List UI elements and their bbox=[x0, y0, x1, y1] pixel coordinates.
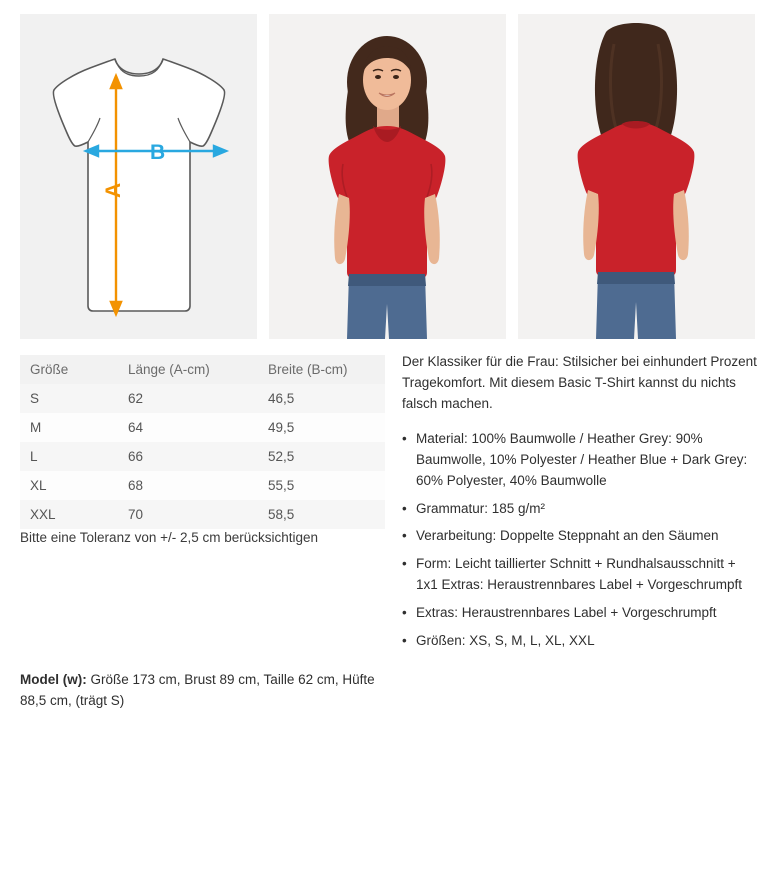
cell-length: 70 bbox=[118, 500, 258, 529]
model-info bbox=[20, 670, 380, 712]
model-info-text: Größe 173 cm, Brust 89 cm, Taille 62 cm, Hüfte 88,5 cm, (trägt S) bbox=[20, 672, 375, 708]
cell-width: 58,5 bbox=[258, 500, 385, 529]
table-row bbox=[20, 500, 385, 529]
cell-size: S bbox=[20, 384, 118, 413]
description-bullet-list bbox=[402, 429, 757, 652]
cell-width: 55,5 bbox=[258, 471, 385, 500]
cell-size: L bbox=[20, 442, 118, 471]
cell-size: XXL bbox=[20, 500, 118, 529]
cell-size: M bbox=[20, 413, 118, 442]
description-intro: Der Klassiker für die Frau: Stilsicher bei einhundert Prozent Tragekomfort. Mit diesem Basic T-Shirt kannst du nichts falsch machen. bbox=[402, 354, 757, 411]
table-row bbox=[20, 413, 385, 442]
size-table-head bbox=[20, 355, 385, 384]
table-row bbox=[20, 471, 385, 500]
model-back-photo[interactable] bbox=[518, 14, 755, 339]
table-row bbox=[20, 442, 385, 471]
cell-length: 62 bbox=[118, 384, 258, 413]
cell-width: 46,5 bbox=[258, 384, 385, 413]
product-description bbox=[402, 352, 757, 659]
list-item: • Material: 100% Baumwolle / Heather Grey: 90% Baumwolle, 10% Polyester / Heather Blue + Dark Grey: 60% Polyester, 40% Baumwolle bbox=[402, 429, 757, 492]
size-diagram-image[interactable] bbox=[20, 14, 257, 339]
table-header-row bbox=[20, 355, 385, 384]
cell-length: 64 bbox=[118, 413, 258, 442]
table-header-length: Länge (A-cm) bbox=[118, 355, 258, 384]
list-item: • Größen: XS, S, M, L, XL, XXL bbox=[402, 631, 757, 652]
list-item: • Extras: Heraustrennbares Label + Vorgeschrumpft bbox=[402, 603, 757, 624]
list-item: • Grammatur: 185 g/m² bbox=[402, 499, 757, 520]
size-table-body bbox=[20, 384, 385, 529]
table-row bbox=[20, 384, 385, 413]
list-item: • Form: Leicht taillierter Schnitt + Rundhalsausschnitt + 1x1 Extras: Heraustrennbares Label + Vorgeschrumpft bbox=[402, 554, 757, 596]
tolerance-note: Bitte eine Toleranz von +/- 2,5 cm berücksichtigen bbox=[20, 530, 319, 545]
table-header-size: Größe bbox=[20, 355, 118, 384]
table-header-width: Breite (B-cm) bbox=[258, 355, 385, 384]
cell-length: 68 bbox=[118, 471, 258, 500]
product-image-row bbox=[20, 14, 757, 339]
cell-size: XL bbox=[20, 471, 118, 500]
cell-width: 49,5 bbox=[258, 413, 385, 442]
model-front-photo[interactable] bbox=[269, 14, 506, 339]
size-table bbox=[20, 355, 385, 529]
cell-length: 66 bbox=[118, 442, 258, 471]
cell-width: 52,5 bbox=[258, 442, 385, 471]
model-info-label: Model (w): bbox=[20, 672, 87, 687]
list-item: • Verarbeitung: Doppelte Steppnaht an den Säumen bbox=[402, 526, 757, 547]
diagram-label-b: B bbox=[150, 141, 166, 164]
diagram-label-a: A bbox=[102, 182, 125, 198]
